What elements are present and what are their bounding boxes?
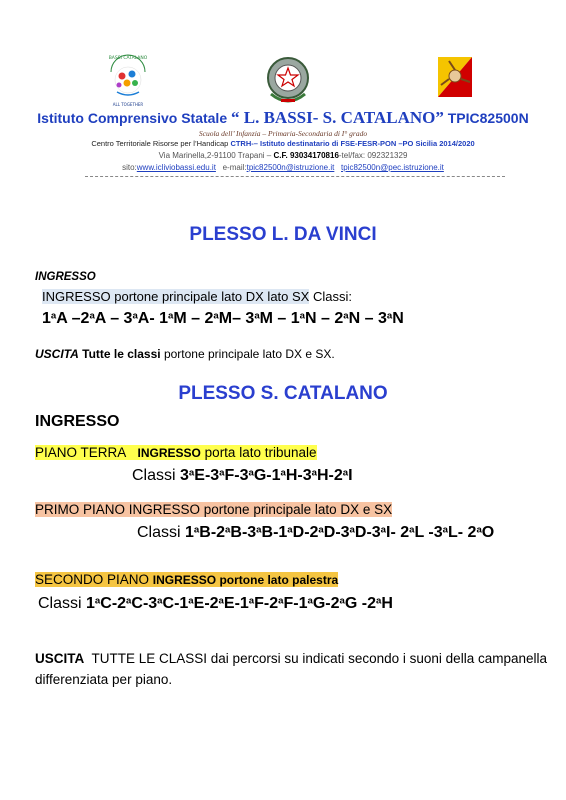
plesso-catalano-title: PLESSO S. CATALANO — [178, 383, 388, 404]
email-label: e-mail: — [222, 163, 247, 172]
tax-code: C.F. 93034170816 — [273, 151, 339, 160]
email-link-2[interactable]: tpic82500n@pec.istruzione.it — [341, 163, 444, 172]
school-logo — [103, 50, 153, 110]
secondo-piano-classes: Classi 1$^a$C-2$^a$C-3$^a$C-1$^a$E-2$^a$E-1$^a$F-2$^a$F-1$^a$G-2$^a$G -2$^a$H — [38, 595, 393, 612]
piano-terra-rest: porta lato tribunale — [204, 445, 317, 460]
school-logo-text: BASSI CATALANO — [108, 56, 148, 61]
piano-terra-label: PIANO TERRA — [35, 445, 127, 460]
primo-piano-text: PRIMO PIANO INGRESSO portone principale lato DX e SX — [35, 502, 393, 517]
secondo-piano-row — [35, 572, 338, 587]
address-line — [0, 151, 566, 160]
uscita-line — [35, 347, 335, 361]
ingresso-description — [42, 289, 352, 304]
piano-terra-row — [35, 445, 317, 460]
ingresso-classi-label: Classi: — [312, 289, 352, 304]
secondo-piano-ingresso: INGRESSO portone lato palestra — [152, 573, 339, 587]
centro-prefix: Centro Territoriale Risorse per l’Handicap — [91, 139, 229, 148]
contacts-line — [0, 163, 566, 172]
piano-terra-classes: Classi 3$^a$E-3$^a$F-3$^a$G-1$^a$H-3$^a$H-2$^a$I — [132, 467, 353, 484]
site-link[interactable]: www.icliviobassi.edu.it — [136, 163, 216, 172]
primo-piano-classes: Classi 1$^a$B-2$^a$B-3$^a$B-1$^a$D-2$^a$D-3$^a$D-3$^a$I- 2$^a$L -3$^a$L- 2$^a$O — [137, 524, 495, 541]
uscita-finale-text: TUTTE LE CLASSI dai percorsi su indicati secondo i suoni della campanella differenziata per piano. — [35, 651, 547, 687]
centro-line — [0, 139, 566, 148]
institute-title — [0, 108, 566, 128]
uscita-bold: Tutte le classi — [82, 347, 161, 361]
ingresso-label: INGRESSO — [35, 271, 96, 283]
institute-code: TPIC82500N — [447, 110, 529, 126]
header-divider — [85, 176, 505, 177]
institute-name: “ L. BASSI- S. CATALANO” — [231, 108, 444, 127]
italian-republic-emblem — [263, 52, 313, 108]
school-levels: Scuola dell’ Infanzia – Primaria-Secondaria di I° grado — [198, 129, 368, 138]
classes-list: 1$^a$A –2$^a$A – 3$^a$A- 1$^a$M – 2$^a$M– 3$^a$M – 1$^a$N – 2$^a$N – 3$^a$N — [42, 310, 404, 327]
school-logo-caption: ALL TOGETHER — [112, 102, 144, 107]
piano-terra-ingresso: INGRESSO — [137, 446, 201, 460]
uscita-finale-label: USCITA — [35, 651, 85, 666]
plesso-da-vinci-title: PLESSO L. DA VINCI — [189, 224, 377, 245]
ingresso-highlight: INGRESSO portone principale lato DX lato SX — [42, 289, 310, 304]
site-label: sito: — [122, 163, 137, 172]
address: Via Marinella,2-91100 Trapani – — [158, 151, 272, 160]
uscita-label: USCITA — [35, 347, 79, 361]
secondo-piano-label: SECONDO PIANO — [35, 572, 150, 587]
sicily-region-emblem — [436, 55, 474, 99]
email-link-1[interactable]: tpic82500n@istruzione.it — [246, 163, 335, 172]
ingresso-heading: INGRESSO — [35, 413, 120, 430]
institute-title-prefix: Istituto Comprensivo Statale — [37, 110, 228, 126]
uscita-rest: portone principale lato DX e SX. — [163, 347, 335, 361]
phone: -tel/fax: 092321329 — [338, 151, 408, 160]
centro-bold: CTRH-– Istituto destinatario di FSE-FESR-PON –PO Sicilia 2014/2020 — [230, 139, 475, 148]
primo-piano-row — [35, 502, 392, 517]
uscita-finale — [35, 648, 550, 690]
